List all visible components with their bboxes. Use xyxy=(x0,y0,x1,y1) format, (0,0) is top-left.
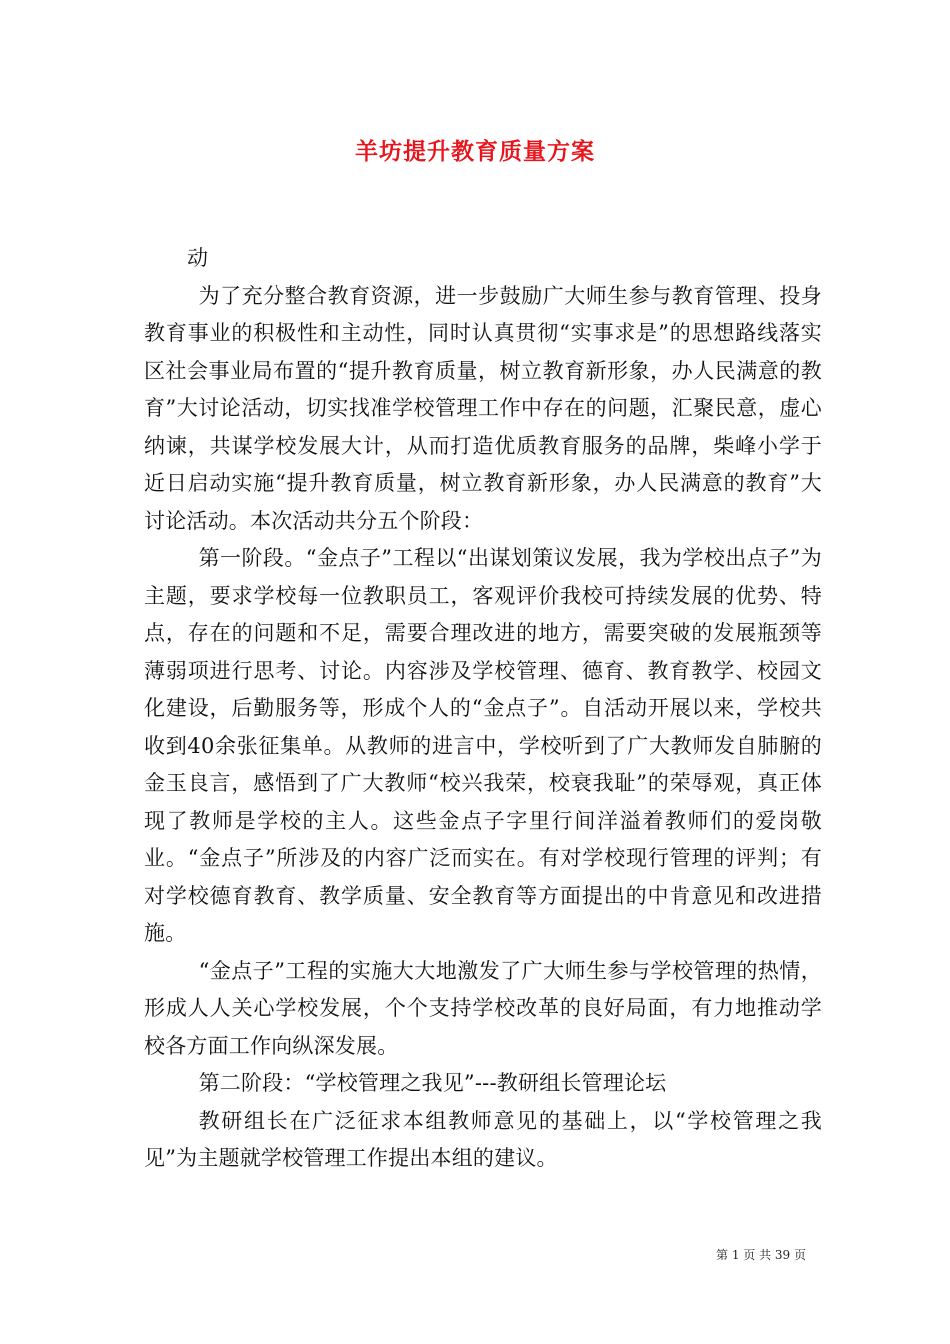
document-title: 羊坊提升教育质量方案 xyxy=(355,138,595,165)
paragraph-stage-two-body: 教研组长在广泛征求本组教师意见的基础上，以“学校管理之我见”为主题就学校管理工作提出本组的建议。 xyxy=(144,1108,822,1170)
paragraph-intro: 为了充分整合教育资源，进一步鼓励广大师生参与教育管理、投身教育事业的积极性和主动性，同时认真贯彻“实事求是”的思想路线落实区社会事业局布置的“提升教育质量，树立教育新形象，办人民满意的教育”大讨论活动，切实找准学校管理工作中存在的问题，汇聚民意，虚心纳谏，共谋学校发展大计，从而打造优质教育服务的品牌，柴峰小学于近日启动实施“提升教育质量，树立教育新形象，办人民满意的教育”大讨论活动。本次活动共分五个阶段： xyxy=(144,283,822,533)
paragraph-stage-one: 第一阶段。“金点子”工程以“出谋划策议发展，我为学校出点子”为主题，要求学校每一位教职员工，客观评价我校可持续发展的优势、特点，存在的问题和不足，需要合理改进的地方，需要突破的发展瓶颈等薄弱项进行思考、讨论。内容涉及学校管理、德育、教育教学、校园文化建设，后勤服务等，形成个人的“金点子”。自活动开展以来，学校共收到40余张征集单。从教师的进言中，学校听到了广大教师发自肺腑的金玉良言，感悟到了广大教师“校兴我荣，校衰我耻”的荣辱观，真正体现了教师是学校的主人。这些金点子字里行间洋溢着教师们的爱岗敬业。“金点子”所涉及的内容广泛而实在。有对学校现行管理的评判；有对学校德育教育、教学质量、安全教育等方面提出的中肯意见和改进措施。 xyxy=(144,546,822,945)
page-number: 第 1 页 共 39 页 xyxy=(716,1248,806,1262)
paragraph-fragment: 动 xyxy=(187,246,209,270)
paragraph-stage-two-heading: 第二阶段：“学校管理之我见”---教研组长管理论坛 xyxy=(198,1071,667,1095)
paragraph-golden-ideas-effect: “金点子”工程的实施大大地激发了广大师生参与学校管理的热情，形成人人关心学校发展，个个支持学校改革的良好局面，有力地推动学校各方面工作向纵深发展。 xyxy=(144,958,822,1058)
document-body xyxy=(144,240,822,1178)
